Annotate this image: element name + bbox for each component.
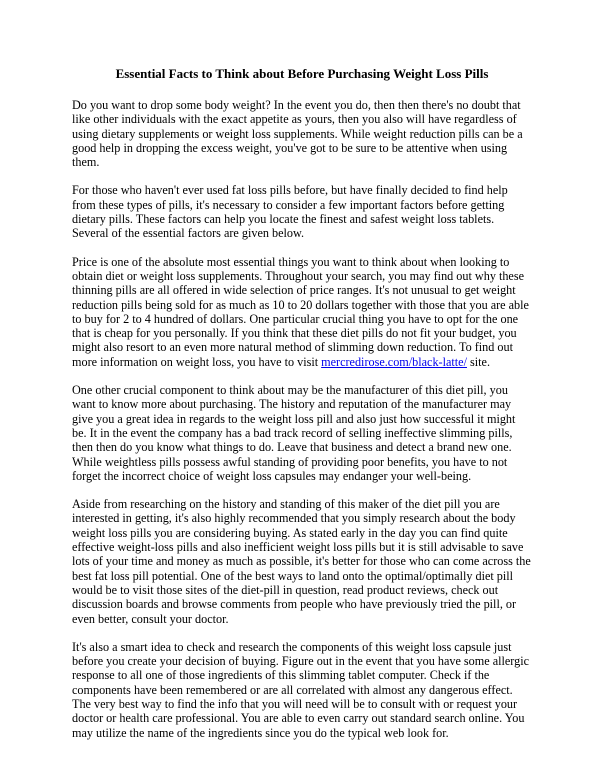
document-title: Essential Facts to Think about Before Purchasing Weight Loss Pills (115, 66, 489, 81)
paragraph-manufacturer: One other crucial component to think about may be the manufacturer of this diet pill, you want to know more about purchasing. The history and reputation of the manufacturer may give you a great idea in regards to the weight loss pill and also just how successful it might be. It in the event the company has a bad track record of selling ineffective slimming pills, then then do you know what things to do. Leave that business and detect a brand new one. While weightless pills possess awful standing of providing poor benefits, you have to not forget the incorrect choice of weight loss capsules may endanger your well-being. (72, 383, 516, 483)
price-text: Price is one of the absolute most essential things you want to think about when looking to obtain diet or weight loss supplements. Throughout your search, you may find out why these thinning pills are all offered in wide selection of price ranges. It's not unusual to get weight reduction pills being sold for as much as 10 to 20 dollars together with those that you are able to buy for 2 to 4 hundred of dollars. One particular crucial thing you have to opt for the one that is cheap for you personally. If you think that these diet pills do not fit your budget, you might also resort to an even more natural method of slimming down reduction. To find out more information on weight loss, you have to visit (72, 254, 529, 369)
document-page (72, 66, 532, 754)
website-link[interactable]: mercredirose.com/black-latte/ (321, 354, 467, 369)
paragraph-price (72, 255, 532, 369)
paragraph-ingredients: It's also a smart idea to check and research the components of this weight loss capsule just before you create your decision of buying. Figure out in the event that you have some allergic response to all one of those ingredients of this slimming tablet computer. Check if the components have been remembered or are all correlated with almost any dangerous effect. The very best way to find the info that you will need will be to consult with or request your doctor or health care professional. You are able to even carry out standard search online. You may utilize the name of the ingredients since you do the typical web look for. (72, 639, 530, 740)
paragraph-first-time: For those who haven't ever used fat loss pills before, but have finally decided to find help from these types of pills, it's necessary to consider a few important factors before getting dietary pills. These factors can help you locate the finest and safest weight loss tablets. Several of the essential factors are given below. (72, 183, 508, 241)
paragraph-intro: Do you want to drop some body weight? In the event you do, then then there's no doubt that like other individuals with the exact appetite as yours, then you also will have regardless of using dietary supplements or weight loss supplements. While weight reduction pills can be a good help in dropping the excess weight, you've got to be sure to be attentive when using them. (72, 98, 523, 170)
paragraph-research: Aside from researching on the history and standing of this maker of the diet pill you are interested in getting, it's also highly recommended that you simply research about the body weight loss pills you are considering buying. As stated early in the day you can find quite effective weight-loss pills and also inefficient weight loss pills but it is still advisable to save lots of your time and money as much as possible, it's better for those who can come across the best fat loss pill potential. One of the best ways to land onto the optimal/optimally diet pill would be to visit those sites of the diet-pill in question, read product reviews, check out discussion boards and browse comments from people who have previously tried the pill, or even better, consult your doctor. (72, 497, 531, 626)
price-text-end: site. (466, 354, 491, 369)
